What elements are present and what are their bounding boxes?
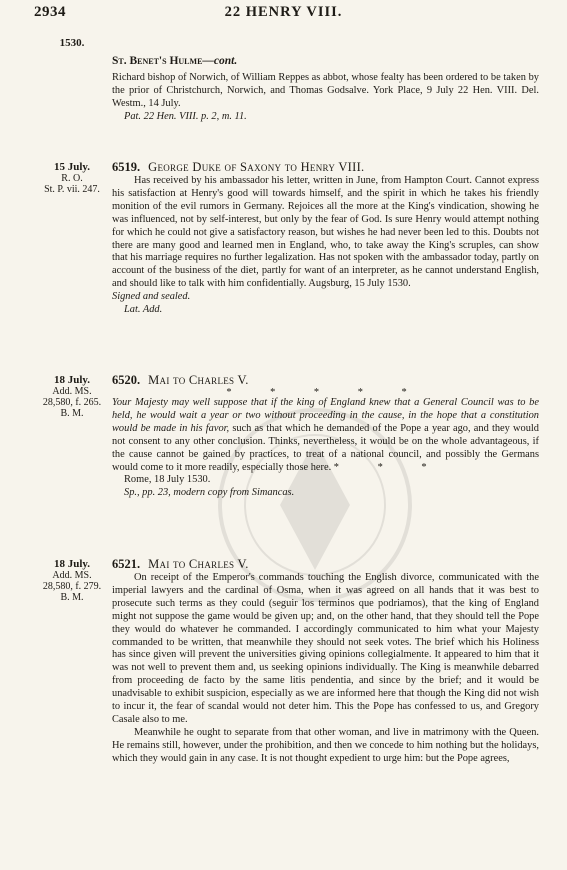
margin-source: Add. MS. bbox=[52, 386, 92, 397]
entry-number: 6520. bbox=[112, 373, 141, 387]
entry-heading-name: St. Benet's Hulme bbox=[112, 55, 203, 67]
entry-place-date: Rome, 18 July 1530. bbox=[124, 474, 211, 486]
entry-text: Richard bishop of Norwich, of William Reppes as abbot, whose fealty has been ordered to be taken by the prior of Christchurch, Norwich, and Thomas Godsalve. York Place, 9 July 22 Hen. VIII. Del. Westm., 14 July. bbox=[112, 72, 539, 109]
omission-stars-end: * * * bbox=[333, 461, 445, 473]
entry-heading bbox=[112, 373, 539, 388]
entry-heading bbox=[112, 557, 539, 572]
entry-title: Mai to Charles V. bbox=[148, 557, 249, 571]
margin-reference: 28,580, f. 279. bbox=[42, 581, 102, 592]
margin-date: 18 July. bbox=[53, 374, 91, 386]
entry-footnote: Lat. Add. bbox=[124, 304, 163, 316]
entry-body bbox=[112, 373, 539, 500]
page-number: 2934 bbox=[34, 4, 66, 20]
entry-margin bbox=[28, 559, 116, 603]
entry-margin bbox=[28, 162, 116, 195]
entry-body bbox=[112, 54, 539, 124]
entry-heading-cont: —cont. bbox=[202, 55, 238, 67]
entry-heading bbox=[112, 160, 539, 175]
margin-reference: 28,580, f. 265. bbox=[42, 397, 102, 408]
margin-repository: B. M. bbox=[60, 592, 84, 603]
entry-text bbox=[112, 397, 539, 474]
entry-heading bbox=[112, 54, 539, 69]
margin-repository: B. M. bbox=[60, 408, 84, 419]
margin-source: Add. MS. bbox=[52, 570, 92, 581]
entry-body bbox=[112, 557, 539, 766]
entry-body bbox=[112, 160, 539, 317]
margin-source: R. O. bbox=[61, 173, 83, 184]
entry-signed: Signed and sealed. bbox=[112, 291, 191, 303]
entry-title: Mai to Charles V. bbox=[148, 373, 249, 387]
entry-number: 6521. bbox=[112, 557, 141, 571]
entry-text: Has received by his ambassador his letter, written in June, from Hampton Court. Cannot express his satisfaction at Henry's good will towards himself, and the spirit in which he takes his friendly monition of the evil rumors in Germany. Rejoices all the more at the King's vindication, showing he was influenced, not by self-interest, but only by the fear of God. Is sure Henry would attempt nothing for which he could not give a satisfactory reason, but wishes he had never been led to this. Doubts not there are many good and learned men in England, who, to take away the King's scruples, can show that his marriage requires no further legalization. Has not spoken with the ambassador today, partly on account of the business of the diet, partly for want of an interpreter, as he cannot understand English, and should like to talk with him confidentially. Augsburg, 15 July 1530. bbox=[112, 175, 539, 290]
running-title: 22 HENRY VIII. bbox=[224, 4, 343, 20]
entry-number: 6519. bbox=[112, 160, 141, 174]
entry-paragraph: On receipt of the Emperor's commands touching the English divorce, communicated with the imperial lawyers and the cardinal of Osma, when it was agreed on all hands that it was best to prosecute such terms as they could (seguir los terminos que podriamos), that the king of England might not suppose the game would be given up; and, on the other hand, that they should tell the Pope they would do whatever he commanded. I accordingly communicated to him what your Majesty commanded to be written, that meanwhile they should not seek votes. The brief which his Holiness has since given will prevent the universities giving opinions collegialmente. It appeared to him that it was not well to prevent them and, us seeking opinions individually. The King is meanwhile debarred from proceeding de facto by the same litis pendentia, and since by the brief; and it would be unadvisable to exhibit suspicion, especially as we are informed here that though the King did not wish to incur it, the fear of scandal would not deter him. This the Pope has confessed to us, and Gregory Casale also to me. bbox=[112, 572, 539, 725]
margin-reference: St. P. vii. 247. bbox=[44, 184, 100, 195]
entry-text-roman: such as that which he demanded of the Pope a year ago, and they would not consent to any other conclusion. Thinks, nevertheless, it would be on the whole advantageous, if the cause cannot be gained by practices, to treat of a national council, and possibly the Germans would come to it more readily, especially those here. bbox=[112, 422, 539, 473]
entry-footnote: Pat. 22 Hen. VIII. p. 2, m. 11. bbox=[124, 110, 247, 122]
entry-footnote: Sp., pp. 23, modern copy from Simancas. bbox=[124, 487, 295, 499]
omission-stars: * * * * * bbox=[226, 387, 425, 398]
entry-title: George Duke of Saxony to Henry VIII. bbox=[148, 160, 365, 174]
margin-date: 18 July. bbox=[53, 558, 91, 570]
entry-margin bbox=[28, 375, 116, 419]
margin-date: 15 July. bbox=[53, 161, 91, 173]
entry-text-italic: Your Majesty may well suppose that if the king of England knew that a General Council was to be held, he would wait a year or two without proceeding in the cause, in the hope that a constitution would be made in his favor, bbox=[112, 397, 539, 434]
entry-paragraph: Meanwhile he ought to separate from that other woman, and live in matrimony with the Queen. He remains still, however, under the prohibition, and then we concede to him nothing but the holidays, which they would gain in any case. It is not thought expedient to urge him: but the Pope agrees, bbox=[112, 726, 539, 764]
entry-margin bbox=[28, 38, 116, 49]
margin-year: 1530. bbox=[59, 37, 85, 49]
